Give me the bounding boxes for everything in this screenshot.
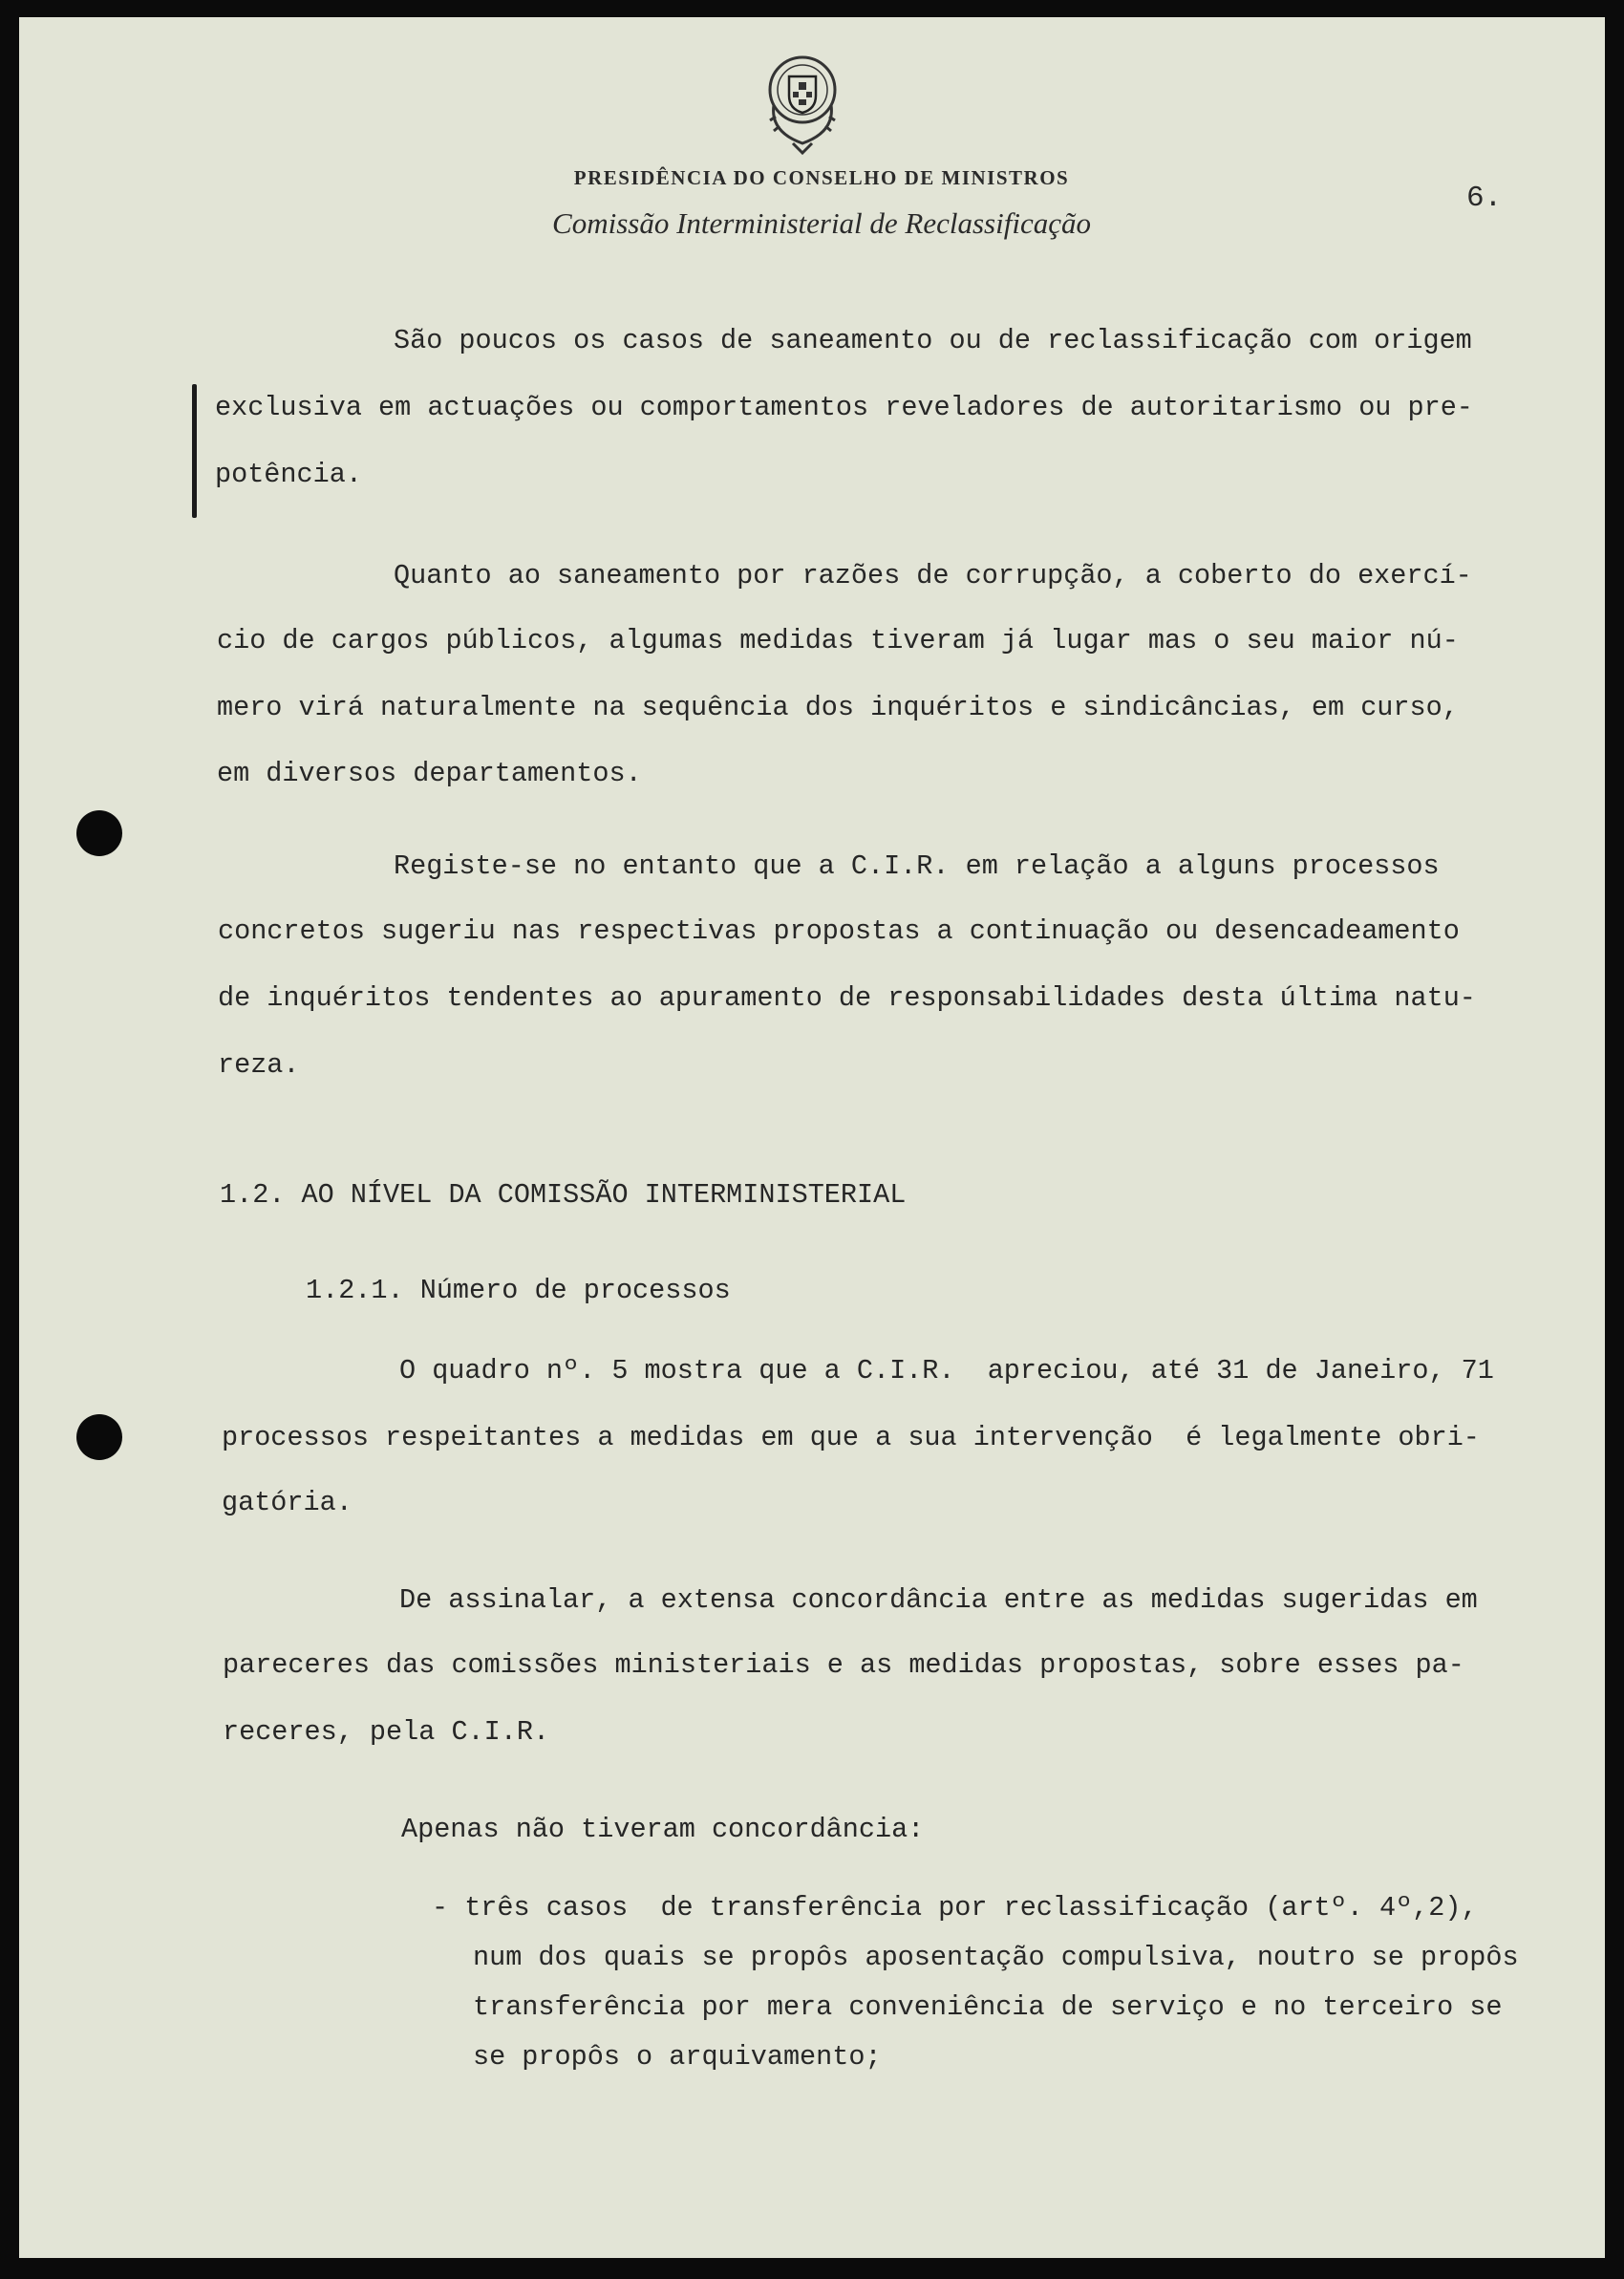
- body-line: processos respeitantes a medidas em que a sua intervenção é legalmente obri-: [222, 1422, 1480, 1453]
- punch-hole: [76, 1414, 122, 1460]
- body-line: De assinalar, a extensa concordância entre as medidas sugeridas em: [399, 1584, 1478, 1616]
- body-line: pareceres das comissões ministeriais e as medidas propostas, sobre esses pa-: [223, 1649, 1464, 1681]
- list-item-line: - três casos de transferência por reclassificação (artº. 4º,2),: [432, 1892, 1478, 1924]
- body-line: gatória.: [222, 1487, 353, 1518]
- coat-of-arms-icon: [755, 48, 850, 162]
- page-number: 6.: [1466, 182, 1503, 215]
- section-heading: 1.2. AO NÍVEL DA COMISSÃO INTERMINISTERIAL: [220, 1179, 907, 1211]
- body-line: em diversos departamentos.: [217, 758, 642, 789]
- body-line: potência.: [215, 459, 362, 490]
- body-line: de inquéritos tendentes ao apuramento de responsabilidades desta última natu-: [218, 982, 1476, 1014]
- organization-header: PRESIDÊNCIA DO CONSELHO DE MINISTROS: [573, 166, 1070, 189]
- body-line: Registe-se no entanto que a C.I.R. em relação a alguns processos: [394, 850, 1440, 882]
- body-line: exclusiva em actuações ou comportamentos reveladores de autoritarismo ou pre-: [215, 392, 1473, 423]
- commission-subheader: Comissão Interministerial de Reclassificação: [552, 206, 1091, 240]
- body-line: Quanto ao saneamento por razões de corrupção, a coberto do exercí-: [394, 560, 1472, 591]
- margin-mark: [192, 384, 197, 518]
- body-line: Apenas não tiveram concordância:: [401, 1814, 925, 1845]
- list-item-line: transferência por mera conveniência de serviço e no terceiro se: [473, 1991, 1503, 2023]
- list-item-line: num dos quais se propôs aposentação compulsiva, noutro se propôs: [473, 1942, 1519, 1973]
- body-line: receres, pela C.I.R.: [223, 1716, 550, 1748]
- body-line: São poucos os casos de saneamento ou de reclassificação com origem: [394, 325, 1472, 356]
- body-line: cio de cargos públicos, algumas medidas tiveram já lugar mas o seu maior nú-: [217, 625, 1459, 656]
- list-item-line: se propôs o arquivamento;: [473, 2041, 882, 2073]
- subsection-heading: 1.2.1. Número de processos: [306, 1275, 731, 1306]
- punch-hole: [76, 810, 122, 856]
- body-line: concretos sugeriu nas respectivas propostas a continuação ou desencadeamento: [218, 915, 1460, 947]
- body-line: reza.: [218, 1049, 300, 1081]
- document-page: [19, 17, 1605, 2258]
- body-line: mero virá naturalmente na sequência dos inquéritos e sindicâncias, em curso,: [217, 692, 1459, 723]
- body-line: O quadro nº. 5 mostra que a C.I.R. apreciou, até 31 de Janeiro, 71: [399, 1355, 1494, 1387]
